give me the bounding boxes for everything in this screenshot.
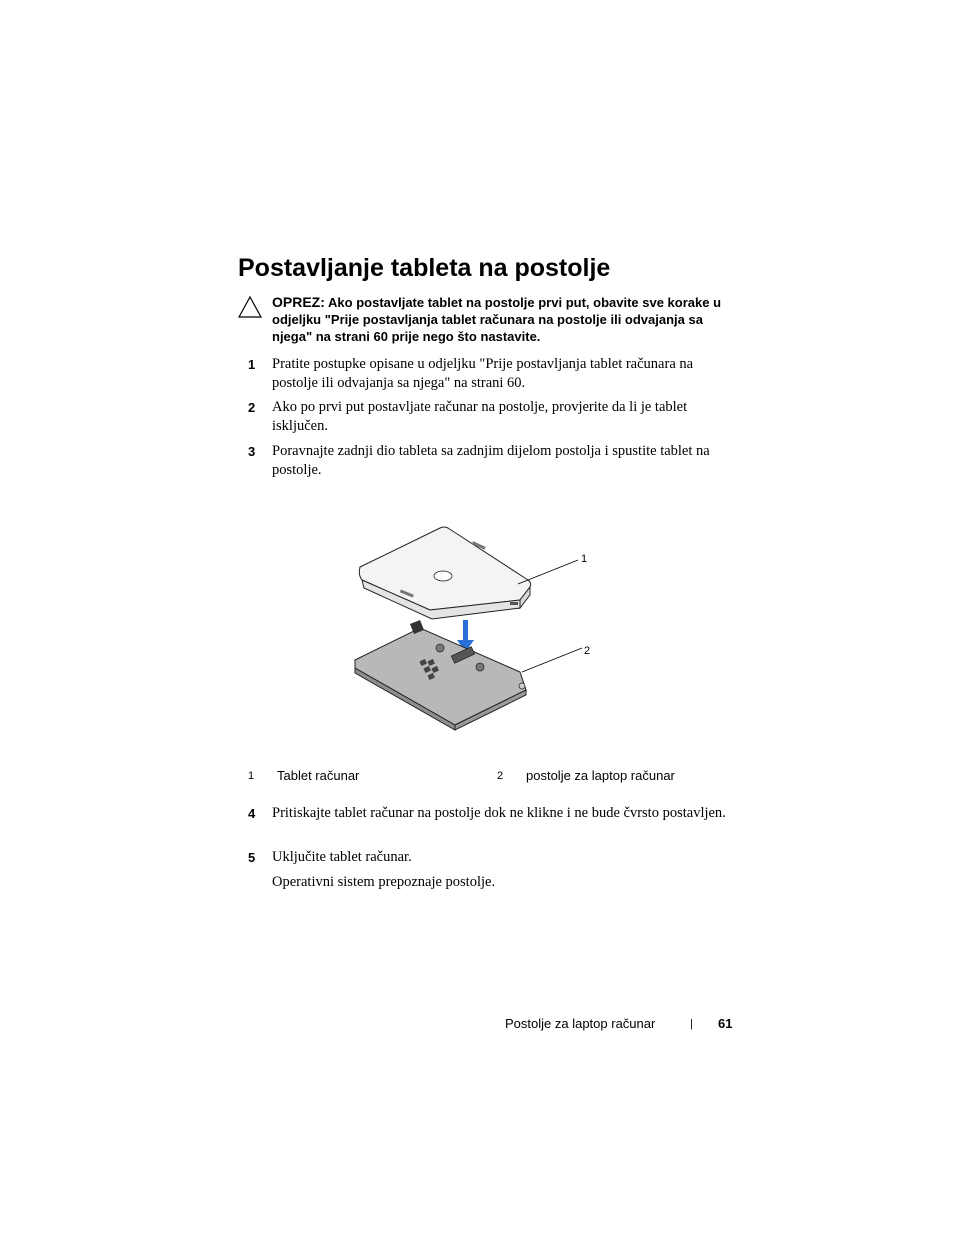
step-number: 5 bbox=[248, 850, 256, 865]
caution-lead: OPREZ: bbox=[272, 294, 325, 310]
legend-num-1: 1 bbox=[248, 770, 255, 782]
result-text: Operativni sistem prepoznaje postolje. bbox=[272, 874, 496, 890]
page-title: Postavljanje tableta na postolje bbox=[238, 254, 611, 282]
callout-1: 1 bbox=[581, 553, 588, 565]
footer-separator: | bbox=[690, 1018, 693, 1030]
legend-num-2: 2 bbox=[497, 770, 504, 782]
dock-illustration bbox=[355, 620, 526, 730]
step-number: 3 bbox=[248, 444, 256, 459]
caution-text bbox=[272, 294, 742, 345]
step-number: 2 bbox=[248, 400, 256, 415]
step-text: Pratite postupke opisane u odjeljku "Prije postavljanja tablet računara na postolje ili odvajanja sa njega" na strani 60. bbox=[272, 356, 694, 391]
footer-section: Postolje za laptop računar bbox=[505, 1016, 656, 1031]
step-text: Uključite tablet računar. bbox=[272, 849, 412, 865]
step-number: 1 bbox=[248, 357, 256, 372]
docking-figure bbox=[340, 520, 600, 735]
callout-2: 2 bbox=[584, 645, 591, 657]
step-text: Pritiskajte tablet računar na postolje dok ne klikne i ne bude čvrsto postavljen. bbox=[272, 805, 726, 821]
legend-label-2: postolje za laptop računar bbox=[526, 768, 675, 783]
step-number: 4 bbox=[248, 806, 256, 821]
step-text: Ako po prvi put postavljate računar na postolje, provjerite da li je tablet isključen. bbox=[272, 399, 688, 434]
step-text: Poravnajte zadnji dio tableta sa zadnjim dijelom postolja i spustite tablet na postolje. bbox=[272, 443, 710, 478]
page-number: 61 bbox=[718, 1016, 733, 1031]
caution-body: Ako postavljate tablet na postolje prvi put, obavite sve korake u odjeljku "Prije postavljanja tablet računara na postolje ili odvajanja sa njega" na strani 60 prije nego što nastavite. bbox=[272, 295, 722, 344]
tablet-illustration bbox=[359, 527, 530, 619]
caution-icon bbox=[238, 296, 262, 318]
legend-label-1: Tablet računar bbox=[277, 768, 360, 783]
